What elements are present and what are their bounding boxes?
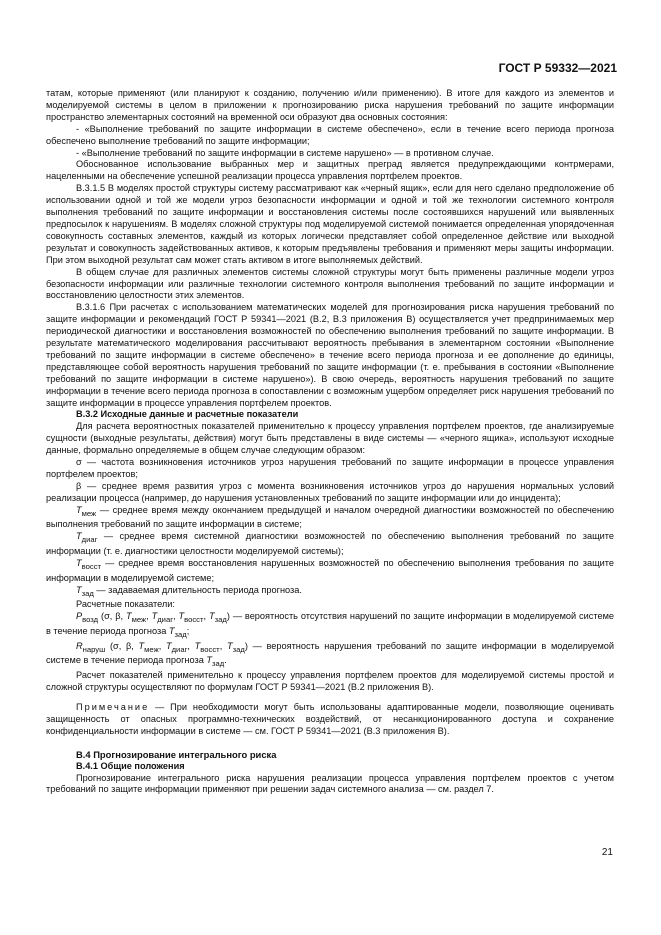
subsection-heading: В.4.1 Общие положения	[76, 760, 185, 771]
formula-r-narush: $R_{наруш}$ (σ, β, $T_{меж}$, $T_{диаг}$, $T_{восст}$, $T_{зад}$) — вероятность нарушения требований по защите информации в моделируемой системе в течение периода прогноза $T_{зад}$.	[46, 640, 615, 669]
formula-p-vozd: $P_{возд}$ (σ, β, $T_{меж}$, $T_{диаг}$, $T_{восст}$, $T_{зад}$) — вероятность отсутствия нарушений по защите информации в моделируемой системе в течение периода прогноза $T_{зад}$;	[46, 611, 615, 639]
calc-label: Расчетные показатели:	[76, 599, 175, 610]
list-item: - «Выполнение требований по защите информации в системе нарушено» — в противном случае.	[76, 147, 494, 158]
page-body	[46, 88, 614, 796]
note-label: Примечание	[76, 702, 150, 713]
paragraph: Обоснованное использование выбранных мер и защитных преград является предупреждающими контрмерами, нацеленными на обеспечение успешной реализации процесса управления портфелем проектов.	[46, 159, 614, 182]
paragraph: Для расчета вероятностных показателей применительно к процессу управления портфелем проектов, где анализируемые сущности (выходные результаты, действия) могут быть представлены в виде системы — «черного ящика», используют исходные данные, формально определяемые в общем случае следующим образом:	[46, 421, 614, 456]
note-text: — При необходимости могут быть использованы адаптированные модели, позволяющие оценивать защищенность от опасных программно-технических воздействий, от несанкционированного доступа и сохранение конфиденциальности информации в системе — см. ГОСТ Р 59341—2021 (В.3 приложения В).	[46, 702, 614, 736]
section-heading: В.3.2 Исходные данные и расчетные показатели	[76, 409, 299, 420]
list-item: - «Выполнение требований по защите информации в системе обеспечено», если в течение всего периода прогноза обеспечено выполнение требований по защите информации;	[46, 123, 614, 146]
definition-t-zad: $T_{зад}$ — задаваемая длительность периода прогноза.	[76, 584, 302, 598]
section-heading: В.4 Прогнозирование интегрального риска	[76, 748, 277, 760]
paragraph: В.3.1.5 В моделях простой структуры систему рассматривают как «черный ящик», если для него сделано предположение об использовании одной и той же модели угроз безопасности информации и одной и той же технологии системного контроля выполнения требований по защите информации и восстановления системы после состоявшихся нарушений или выявленных предпосылок к нарушениям. В моделях сложной структуры под моделируемой системой понимается определенная упорядоченная совокупность составных элементов, каждый из которых логически представляет собой определенное действие или выходной результат и совокупность задействованных активов, к которым предъявлены требования и применяют меры защиты информации. При этом выходной результат сам может стать активом в итоге выполняемых действий.	[46, 183, 614, 265]
document-header: ГОСТ Р 59332—2021	[498, 61, 617, 75]
paragraph: татам, которые применяют (или планируют к созданию, получению и/или применению). В итоге для каждого из элементов и моделируемой системы в целом в приложении к прогнозированию риска нарушения требований по защите информации пространство элементарных состояний на временной оси образуют два основных состояния:	[46, 88, 614, 122]
paragraph: Прогнозирование интегрального риска нарушения реализации процесса управления портфелем проектов с учетом требований по защите информации применяют при решении задач системного анализа — см. раздел 7.	[46, 772, 614, 795]
definition-t-vosst: $T_{восст}$ — среднее время восстановления нарушенных возможностей по обеспечению выполнения требования по защите информации в моделируемой системе;	[46, 558, 614, 583]
paragraph: В.3.1.6 При расчетах с использованием математических моделей для прогнозирования риска нарушения требований по защите информации и рекомендаций ГОСТ Р 59341—2021 (В.2, В.3 приложения В) осуществляется учет предпринимаемых мер периодической диагностики и восстановления возможностей по обеспечению выполнения требований по защите информации. В результате математического моделирования рассчитывают вероятность пребывания в элементарном состоянии «Выполнение требований по защите информации в системе обеспечено» в течение всего периода прогноза и ее дополнение до единицы, представляющее собой вероятность нарушения требований по защите информации (т. е. пребывания в состоянии «Выполнение требований по защите информации в системе нарушено»). В свою очередь, вероятность нарушения требований по защите информации в течение всего периода прогноза в сопоставлении с возможным ущербом определяет риск нарушения требований по защите информации в процессе управления портфелем проектов.	[46, 302, 614, 408]
definition-beta: β — среднее время развития угроз с момента возникновения источников угроз до нарушения нормальных условий реализации процесса (например, до нарушения установленных требований по защите информации или до инцидента);	[46, 480, 614, 503]
definition-t-diag: $T_{диаг}$ — среднее время системной диагностики возможностей по обеспечению выполнения требований по защите информации (т. е. диагностики целостности моделируемой системы);	[46, 531, 614, 557]
definition-t-mezh: $T_{меж}$ — среднее время между окончанием предыдущей и началом очередной диагностики возможностей по обеспечению выполнения требований по защите информации в системе;	[46, 504, 614, 530]
paragraph: Расчет показателей применительно к процессу управления портфелем проектов для моделируемой системы простой и сложной структуры осуществляют по формулам ГОСТ Р 59341—2021 (В.2 приложения В).	[46, 670, 614, 693]
page-number: 21	[601, 847, 613, 858]
definition-sigma: σ — частота возникновения источников угроз нарушения требований по защите информации в процессе управления портфелем проектов;	[46, 457, 614, 479]
paragraph: В общем случае для различных элементов системы сложной структуры могут быть применены различные модели угроз безопасности информации или различные технологии системного контроля выполнения требований по защите информации и восстановлению целостности этих элементов.	[46, 266, 614, 301]
note	[46, 702, 614, 738]
